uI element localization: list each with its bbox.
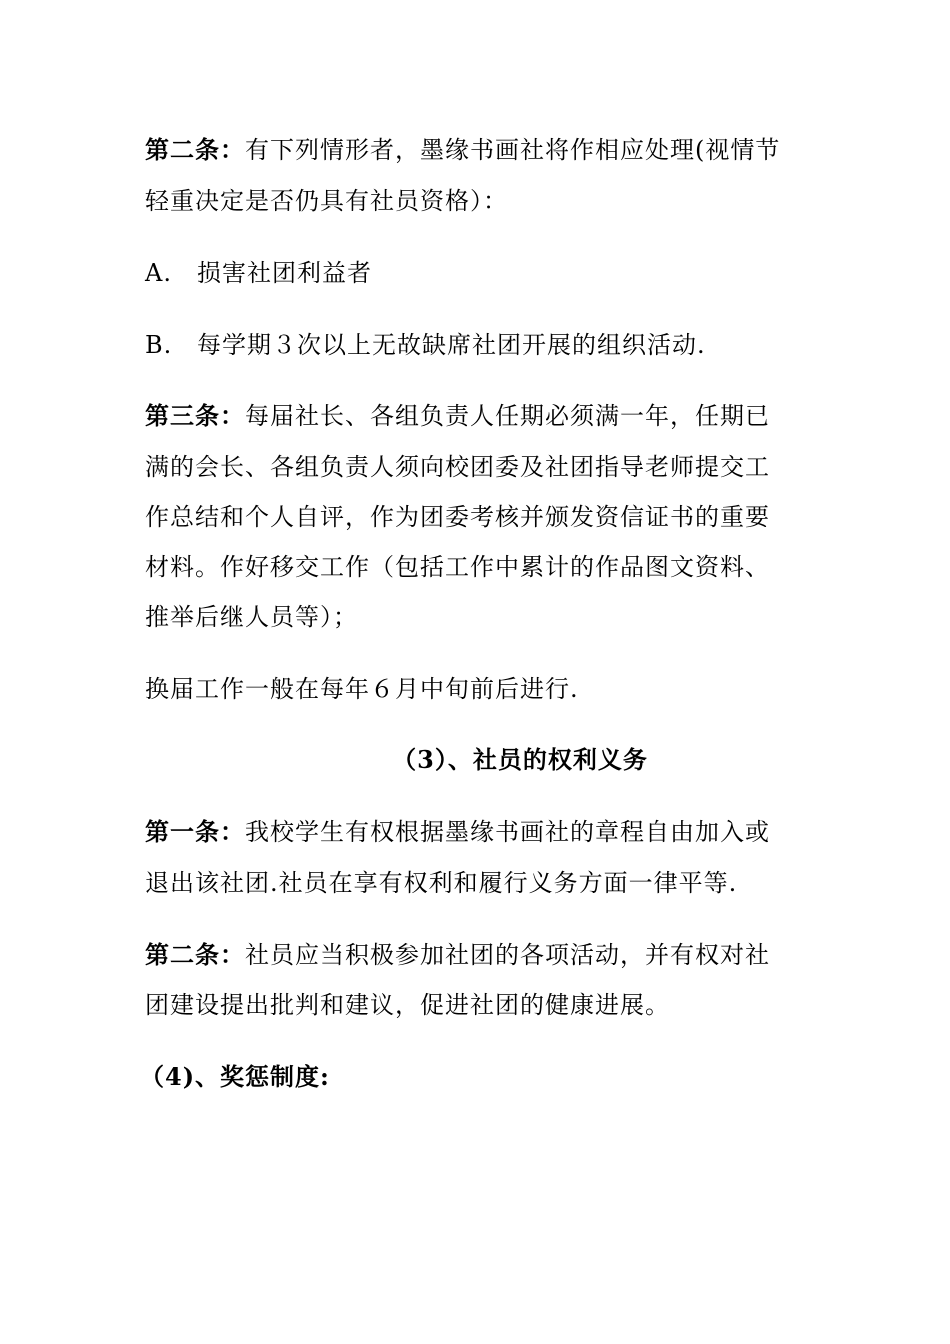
list-item-text: 每学期３次以上无故缺席社团开展的组织活动.	[197, 331, 706, 359]
article-3-line-4: 材料。作好移交工作（包括工作中累计的作品图文资料、	[145, 553, 770, 581]
article-label: 第二条：	[145, 940, 245, 969]
article-3-line-3: 作总结和个人自评，作为团委考核并颁发资信证书的重要	[145, 503, 770, 531]
article-3-line-1	[145, 401, 770, 431]
list-item-text: 损害社团利益者	[197, 259, 372, 287]
list-item-mark: A.	[145, 259, 172, 287]
article-label: 第一条：	[145, 817, 245, 846]
article-2a-line-2: 轻重决定是否仍具有社员资格）：	[145, 187, 508, 215]
article-2b-line-1	[145, 940, 770, 970]
section-4-heading: （4)、奖惩制度:	[140, 1062, 330, 1091]
list-item-a	[145, 258, 372, 288]
article-text: 社员应当积极参加社团的各项活动，并有权对社	[245, 941, 770, 969]
section-3-heading: （3）、社员的权利义务	[392, 745, 648, 774]
article-text: 我校学生有权根据墨缘书画社的章程自由加入或	[245, 818, 770, 846]
handover-note: 换届工作一般在每年６月中旬前后进行.	[145, 675, 579, 703]
article-3-line-2: 满的会长、各组负责人须向校团委及社团指导老师提交工	[145, 453, 770, 481]
article-text: 每届社长、各组负责人任期必须满一年，任期已	[245, 402, 770, 430]
list-item-b	[145, 330, 706, 360]
article-2a-line-1	[145, 135, 780, 165]
article-label: 第三条：	[145, 401, 245, 430]
list-item-mark: B.	[145, 331, 173, 359]
article-1b-line-2: 退出该社团.社员在享有权利和履行义务方面一律平等.	[145, 869, 738, 897]
article-label: 第二条：	[145, 135, 245, 164]
article-2b-line-2: 团建设提出批判和建议，促进社团的健康进展。	[145, 991, 670, 1019]
article-3-line-5: 推举后继人员等）；	[145, 603, 358, 631]
article-text: 有下列情形者，墨缘书画社将作相应处理(视情节	[245, 136, 781, 164]
article-1b-line-1	[145, 817, 770, 847]
